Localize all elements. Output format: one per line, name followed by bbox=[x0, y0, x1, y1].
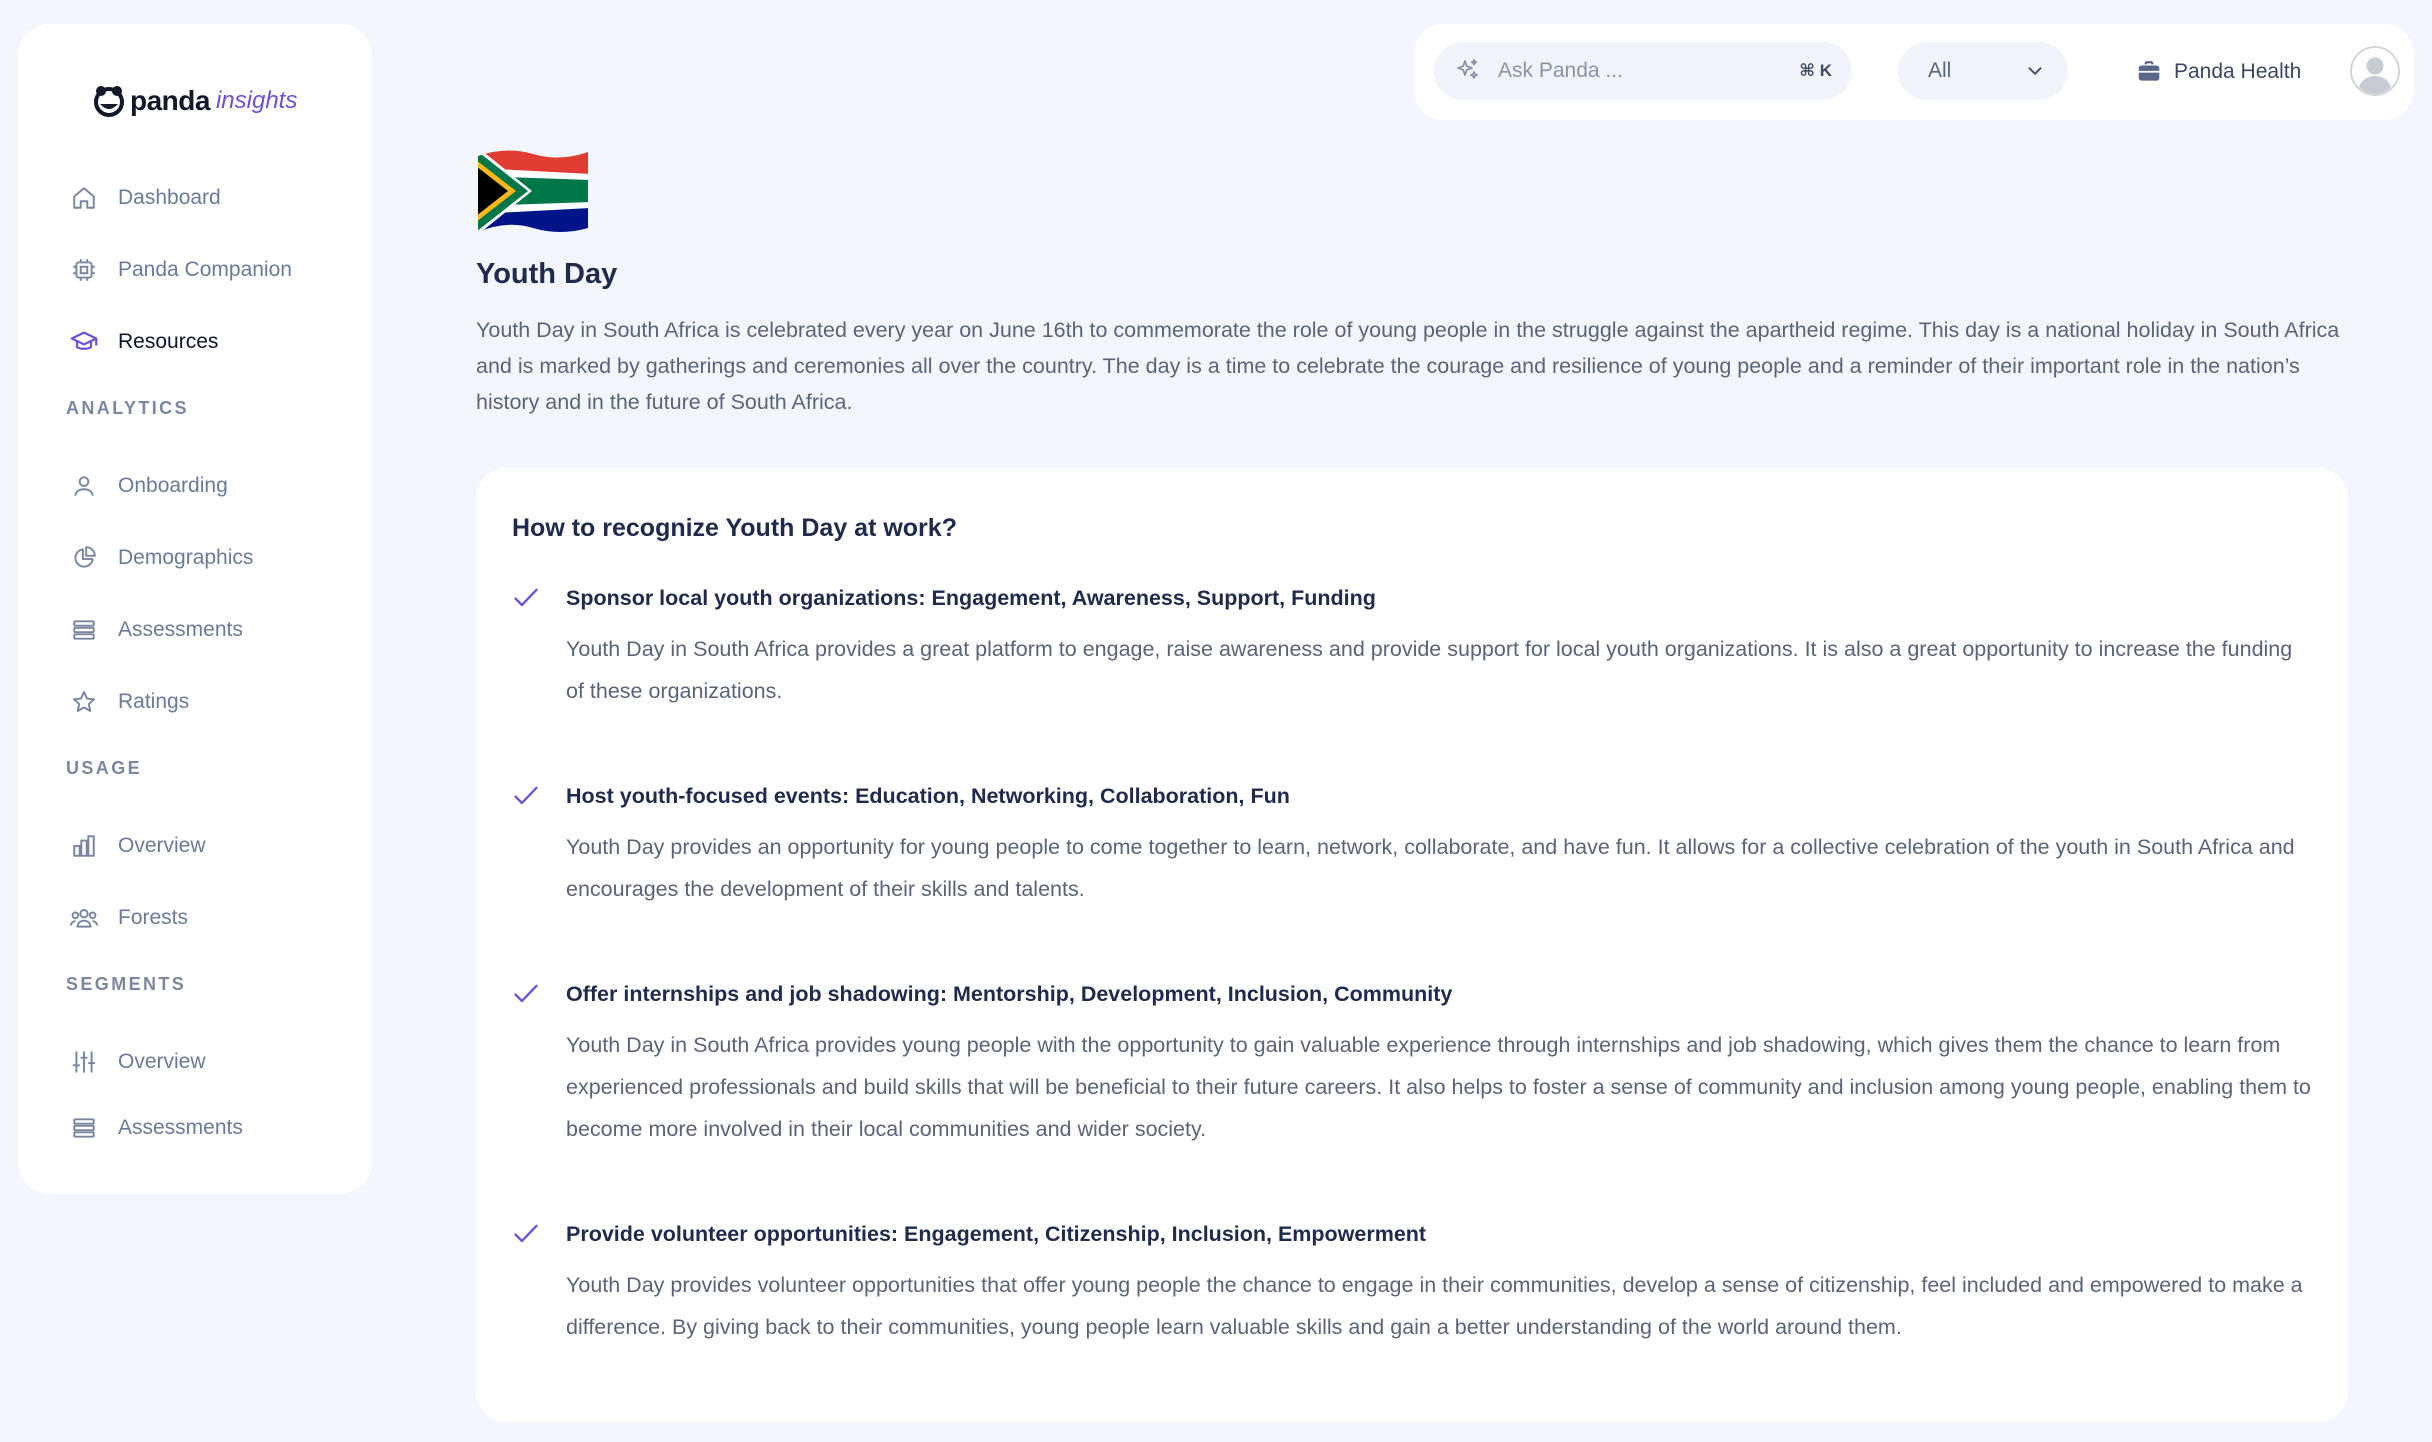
top-bar bbox=[1414, 24, 2414, 120]
sidebar-item-label: Demographics bbox=[118, 546, 254, 569]
stack-icon bbox=[70, 1114, 98, 1142]
user-avatar[interactable] bbox=[2350, 46, 2400, 96]
user-avatar-icon bbox=[2350, 46, 2400, 96]
sidebar-item-usage-overview[interactable] bbox=[70, 826, 206, 866]
sidebar-item-label: Assessments bbox=[118, 1116, 243, 1139]
keyboard-shortcut-hint: ⌘ K bbox=[1799, 61, 1832, 80]
sidebar-item-label: Panda Companion bbox=[118, 258, 292, 281]
check-icon bbox=[512, 584, 540, 612]
recognition-tips-card bbox=[476, 468, 2348, 1422]
check-icon bbox=[512, 1220, 540, 1248]
briefcase-icon bbox=[2136, 59, 2162, 85]
sidebar-item-label: Overview bbox=[118, 1050, 206, 1073]
tip-heading: Offer internships and job shadowing: Mentorship, Development, Inclusion, Community bbox=[566, 982, 1453, 1006]
tip-heading: Provide volunteer opportunities: Engagement, Citizenship, Inclusion, Empowerment bbox=[566, 1222, 1427, 1246]
sidebar-item-panda-companion[interactable] bbox=[70, 250, 292, 290]
sidebar-item-ratings[interactable] bbox=[70, 682, 189, 722]
star-icon bbox=[70, 688, 98, 716]
check-icon bbox=[512, 980, 540, 1008]
sidebar-item-label: Overview bbox=[118, 834, 206, 857]
tip-body: Youth Day provides volunteer opportunities that offer young people the chance to engage in their communities, develop a sense of citizenship, feel included and empowered to make a difference. By giving back to their communities, young people learn valuable skills and gain a better understanding of the world around them. bbox=[566, 1273, 2303, 1339]
sidebar-item-label: Resources bbox=[118, 330, 219, 353]
page-title: Youth Day bbox=[476, 258, 618, 290]
bar-chart-icon bbox=[70, 832, 98, 860]
sidebar-item-label: Assessments bbox=[118, 618, 243, 641]
chevron-down-icon bbox=[2024, 60, 2046, 82]
stack-icon bbox=[70, 616, 98, 644]
graduation-cap-icon bbox=[70, 328, 98, 356]
section-heading-analytics: ANALYTICS bbox=[66, 398, 189, 418]
section-heading-usage: USAGE bbox=[66, 758, 143, 778]
sidebar-item-resources[interactable] bbox=[70, 322, 218, 362]
sidebar bbox=[18, 24, 372, 1194]
organization-name: Panda Health bbox=[2174, 60, 2302, 83]
sidebar-item-segments-assessments[interactable] bbox=[70, 1108, 243, 1148]
tip-heading: Sponsor local youth organizations: Engagement, Awareness, Support, Funding bbox=[566, 586, 1376, 610]
card-title: How to recognize Youth Day at work? bbox=[512, 514, 957, 542]
home-icon bbox=[70, 184, 98, 212]
pie-chart-icon bbox=[70, 544, 98, 572]
sliders-icon bbox=[70, 1048, 98, 1076]
sidebar-item-label: Onboarding bbox=[118, 474, 228, 497]
filter-selected-value: All bbox=[1928, 59, 1952, 82]
sidebar-item-label: Ratings bbox=[118, 690, 190, 713]
app-logo[interactable] bbox=[92, 76, 297, 126]
sidebar-item-demographics[interactable] bbox=[70, 538, 253, 578]
organization-switcher[interactable] bbox=[2136, 52, 2301, 92]
sidebar-item-onboarding[interactable] bbox=[70, 466, 228, 506]
sidebar-item-segments-overview[interactable] bbox=[70, 1042, 206, 1082]
south-africa-flag-icon bbox=[476, 146, 590, 236]
sidebar-item-dashboard[interactable] bbox=[70, 178, 221, 218]
tip-body: Youth Day provides an opportunity for young people to come together to learn, network, collaborate, and have fun. It allows for a collective celebration of the youth in South Africa and encourages the development of their skills and talents. bbox=[566, 835, 2295, 901]
logo-word: panda bbox=[130, 85, 210, 116]
panda-logo-icon bbox=[92, 84, 126, 118]
tip-body: Youth Day in South Africa provides young people with the opportunity to gain valuable experience through internships and job shadowing, which gives them the chance to learn from experienced professionals and build skills that will be beneficial to their future careers. It also helps to foster a sense of community and inclusion among young people, enabling them to become more involved in their local communities and wider society. bbox=[566, 1033, 2311, 1141]
tip-body: Youth Day in South Africa provides a great platform to engage, raise awareness and provide support for local youth organizations. It is also a great opportunity to increase the funding of these organizations. bbox=[566, 637, 2293, 703]
section-heading-segments: SEGMENTS bbox=[66, 974, 187, 994]
check-icon bbox=[512, 782, 540, 810]
scope-filter-select[interactable] bbox=[1898, 42, 2068, 100]
search-input[interactable] bbox=[1496, 58, 1799, 84]
sidebar-item-assessments[interactable] bbox=[70, 610, 243, 650]
users-icon bbox=[70, 904, 98, 932]
user-icon bbox=[70, 472, 98, 500]
ask-panda-search[interactable] bbox=[1434, 42, 1852, 100]
sidebar-item-label: Forests bbox=[118, 906, 189, 929]
sidebar-item-forests[interactable] bbox=[70, 898, 188, 938]
chip-icon bbox=[70, 256, 98, 284]
sparkles-icon bbox=[1454, 57, 1482, 85]
tip-heading: Host youth-focused events: Education, Networking, Collaboration, Fun bbox=[566, 784, 1290, 808]
sidebar-item-label: Dashboard bbox=[118, 186, 221, 209]
page-description: Youth Day in South Africa is celebrated every year on June 16th to commemorate the role of young people in the struggle against the apartheid regime. This day is a national holiday in South Africa and is marked by gatherings and ceremonies all over the country. The day is a time to celebrate the courage and resilience of young people and a reminder of their important role in the nation’s history and in the future of South Africa. bbox=[476, 318, 2340, 414]
logo-subtitle: insights bbox=[215, 87, 298, 114]
